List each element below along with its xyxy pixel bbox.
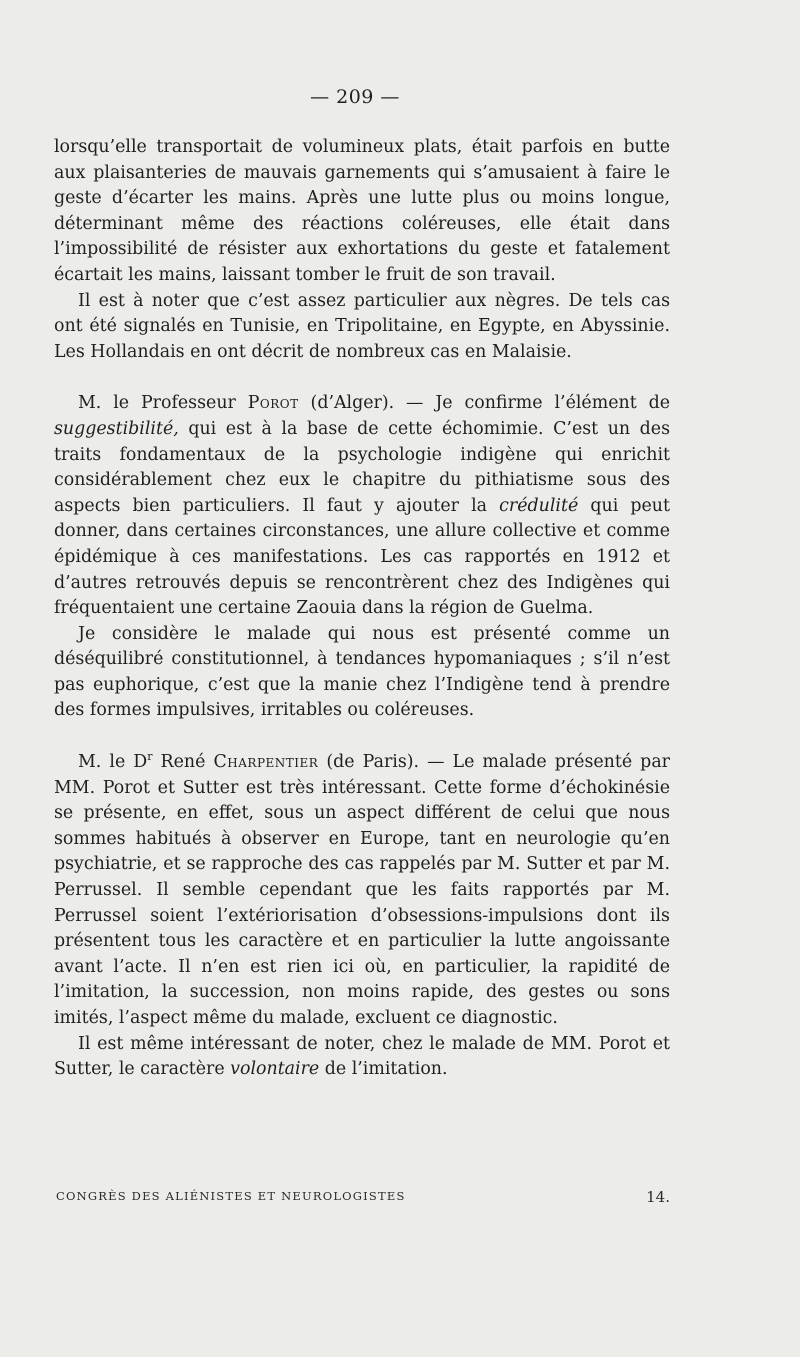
speaker-place: (d’Alger). — Je confirme l’élément de xyxy=(298,393,670,414)
emphasis: suggestibilité, xyxy=(54,418,179,439)
text-run: de l’imitation. xyxy=(319,1059,448,1080)
speaker-first-name: René xyxy=(152,752,214,773)
speaker-prefix: M. le Professeur xyxy=(78,393,248,414)
text-run: qui peut donner, dans certaines circonstances, une allure collective et comme épidémique à ces manifestations. Les cas rapportés en 1912 et d’autres retrouvés depuis se rencontrèrent chez des Indigènes qui fréquentaient une certaine Zaouia dans la région de Guelma. xyxy=(54,495,670,619)
paragraph xyxy=(54,1032,670,1083)
text-run: Il est même intéressant de noter, chez le malade de MM. Porot et Sutter, le caractère xyxy=(54,1033,670,1080)
footer-sheet-number: 14. xyxy=(646,1188,670,1206)
page-footer xyxy=(56,1188,670,1206)
speaker-name: Charpentier xyxy=(213,752,319,773)
paragraph: Il est à noter que c’est assez particulier aux nègres. De tels cas ont été signalés en Tunisie, en Tripolitaine, en Egypte, en Abyssinie. Les Hollandais en ont décrit de nombreux cas en Malaisie. xyxy=(54,290,670,362)
emphasis: crédulité xyxy=(499,495,579,516)
superscript: r xyxy=(147,750,153,764)
paragraph: lorsqu’elle transportait de volumineux plats, était parfois en butte aux plaisanteries de mauvais garnements qui s’amusaient à faire le geste d’écarter les mains. Après une lutte plus ou moins longue, déterminant même des réactions coléreuses, elle était dans l’impossibilité de résister aux exhortations du geste et fatalement écartait les mains, laissant tomber le fruit de son travail. xyxy=(54,137,670,285)
speaker-name: Porot xyxy=(247,393,299,414)
paragraph: Je considère le malade qui nous est présenté comme un déséquilibré constitutionnel, à tendances hypomaniaques ; s’il n’est pas euphorique, c’est que la manie chez l’Indigène tend à prendre des formes impulsives, irritables ou coléreuses. xyxy=(54,623,670,721)
paragraph-porot xyxy=(54,391,670,621)
text-run: (de Paris). — Le malade présenté par MM. Porot et Sutter est très intéressant. Cette forme d’échokinésie se présente, en effet, sous un aspect différent de celui que nous sommes habitués à observer en Europe, tant en neurologie qu’en psychiatrie, et se rapproche des cas rappelés par M. Sutter et par M. Perrussel. Il semble cependant que les faits rapportés par M. Perrussel soient l’extériorisation d’obsessions-impulsions dont ils présentent tous les caractère et en particulier la lutte angoissante avant l’acte. Il n’en est rien ici où, en particulier, la rapidité de l’imitation, la succession, non moins rapide, des gestes ou sons imités, l’aspect même du malade, excluent ce diagnostic. xyxy=(54,752,670,1028)
body-text xyxy=(54,135,670,1083)
text-run: qui est à la base de cette échomimie. C’est un des traits fondamentaux de la psychologie indigène qui enrichit considérablement chez eux le chapitre du pithiatisme sous des aspects bien particuliers. Il faut y ajouter la xyxy=(54,418,670,516)
emphasis: volontaire xyxy=(230,1059,320,1080)
page-number: — 209 — xyxy=(310,86,400,108)
paragraph-charpentier xyxy=(54,750,670,1032)
footer-signature: CONGRÈS DES ALIÉNISTES ET NEUROLOGISTES xyxy=(56,1189,406,1203)
speaker-prefix: M. le D xyxy=(78,752,148,773)
